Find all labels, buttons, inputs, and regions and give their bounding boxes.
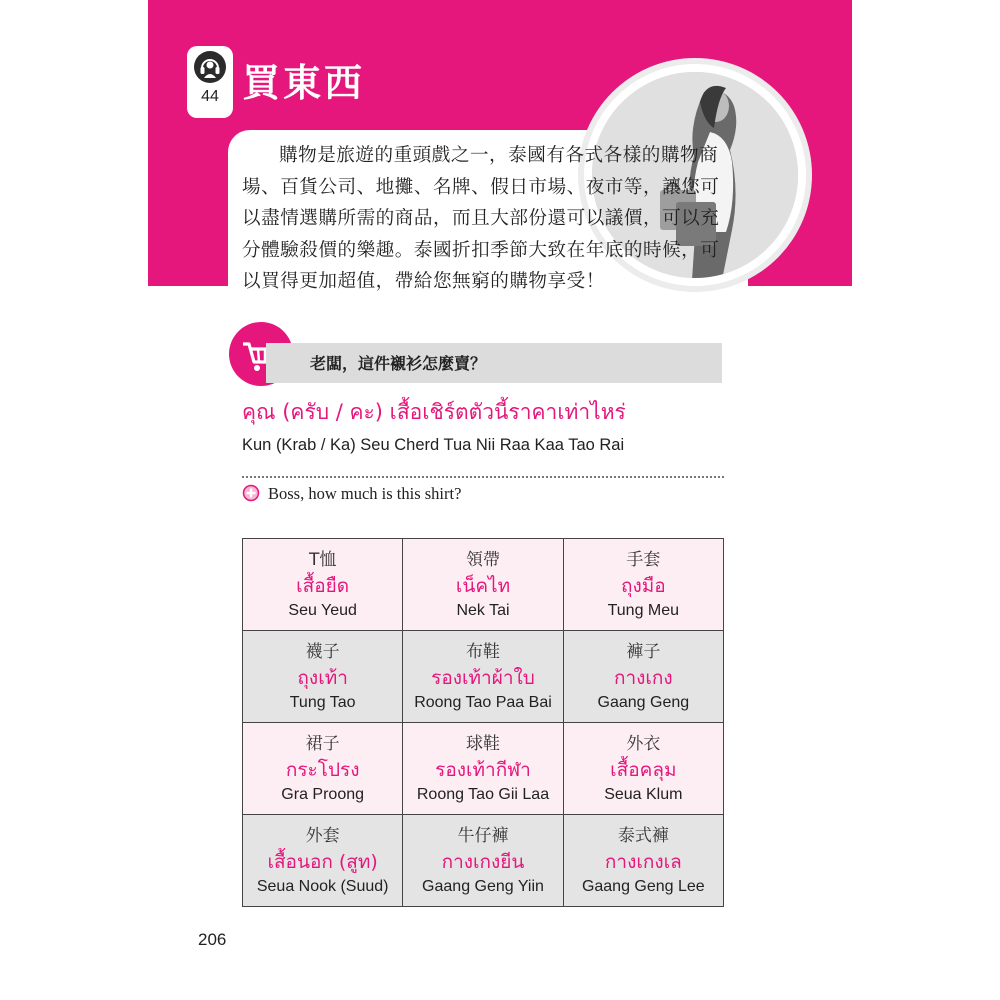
vocab-thai: กระโปรง (285, 758, 360, 781)
vocab-chinese: 襪子 (305, 641, 340, 662)
table-row (243, 815, 724, 907)
vocab-romanization: Roong Tao Gii Laa (416, 785, 550, 803)
vocab-thai: เสื้อยืด (296, 574, 350, 597)
dotted-divider (242, 476, 724, 478)
vocab-romanization: Seua Klum (604, 785, 683, 803)
table-row (243, 539, 724, 631)
vocab-chinese: 泰式褲 (617, 825, 669, 846)
phrase-chinese: 老闆，這件襯衫怎麼賣？ (310, 354, 487, 373)
vocab-cell (403, 815, 563, 907)
vocab-romanization: Roong Tao Paa Bai (414, 693, 552, 711)
phrase-bar (266, 343, 722, 383)
vocab-cell (563, 815, 723, 907)
plus-circle-icon (242, 484, 260, 502)
audio-track-badge[interactable] (187, 46, 233, 118)
table-row (243, 631, 724, 723)
vocab-cell (403, 723, 563, 815)
vocab-chinese: 領帶 (465, 549, 500, 570)
vocab-cell (563, 723, 723, 815)
page-number: 206 (198, 930, 227, 949)
vocab-romanization: Gaang Geng Lee (581, 877, 705, 895)
headset-icon (193, 50, 227, 84)
intro-paragraph: 購物是旅遊的重頭戲之一，泰國有各式各樣的購物商場、百貨公司、地攤、名牌、假日市場、夜市等，讓您可以盡情選購所需的商品，而且大部份還可以議價，可以充分體驗殺價的樂趣。泰國折扣季節大致在年底的時候，可以買得更加超值，帶給您無窮的購物享受！ (242, 145, 720, 292)
vocab-romanization: Seu Yeud (288, 601, 357, 619)
vocab-chinese: 外衣 (626, 733, 661, 754)
vocab-cell (563, 539, 723, 631)
vocab-thai: เสื้อนอก (สูท) (267, 850, 378, 873)
vocab-cell (243, 631, 403, 723)
vocab-thai: กางเกงเล (604, 850, 682, 873)
phrase-romanization: Kun (Krab / Ka) Seu Cherd Tua Nii Raa Kaa Tao Rai (242, 436, 625, 454)
vocab-romanization: Gaang Geng (597, 693, 690, 711)
vocab-chinese: T恤 (308, 549, 337, 570)
vocab-romanization: Gra Proong (281, 785, 365, 803)
vocab-romanization: Tung Tao (289, 693, 356, 711)
vocab-chinese: 手套 (626, 549, 661, 570)
vocab-romanization: Gaang Geng Yiin (422, 877, 544, 895)
vocab-cell (563, 631, 723, 723)
vocab-thai: เสื้อคลุม (610, 758, 677, 781)
vocab-chinese: 裙子 (305, 733, 340, 754)
vocab-chinese: 外套 (305, 825, 340, 846)
vocab-thai: กางเกงยีน (441, 850, 525, 873)
vocabulary-table (242, 538, 724, 907)
vocab-chinese: 布鞋 (465, 641, 500, 662)
page-title: 買東西 (242, 61, 366, 105)
vocab-chinese: 球鞋 (465, 733, 500, 754)
vocab-thai: รองเท้ากีฬา (435, 758, 531, 781)
vocab-thai: ถุงมือ (620, 574, 666, 597)
vocab-thai: กางเกง (613, 666, 673, 689)
vocab-chinese: 牛仔褲 (457, 825, 509, 846)
vocab-cell (243, 723, 403, 815)
vocab-romanization: Tung Meu (607, 601, 680, 619)
phrase-english: Boss, how much is this shirt? (268, 484, 462, 503)
table-row (243, 723, 724, 815)
phrase-thai: คุณ (ครับ / คะ) เสื้อเชิร์ตตัวนี้ราคาเท่าไหร่ (242, 400, 626, 424)
vocab-thai: รองเท้าผ้าใบ (431, 666, 535, 689)
vocab-romanization: Nek Tai (456, 601, 510, 619)
vocab-cell (243, 539, 403, 631)
vocab-thai: เน็คไท (455, 574, 511, 597)
vocab-cell (403, 631, 563, 723)
vocab-thai: ถุงเท้า (297, 666, 348, 689)
vocab-cell (243, 815, 403, 907)
vocab-romanization: Seua Nook (Suud) (256, 877, 389, 895)
track-number: 44 (201, 88, 219, 105)
vocab-chinese: 褲子 (626, 641, 661, 662)
vocab-cell (403, 539, 563, 631)
